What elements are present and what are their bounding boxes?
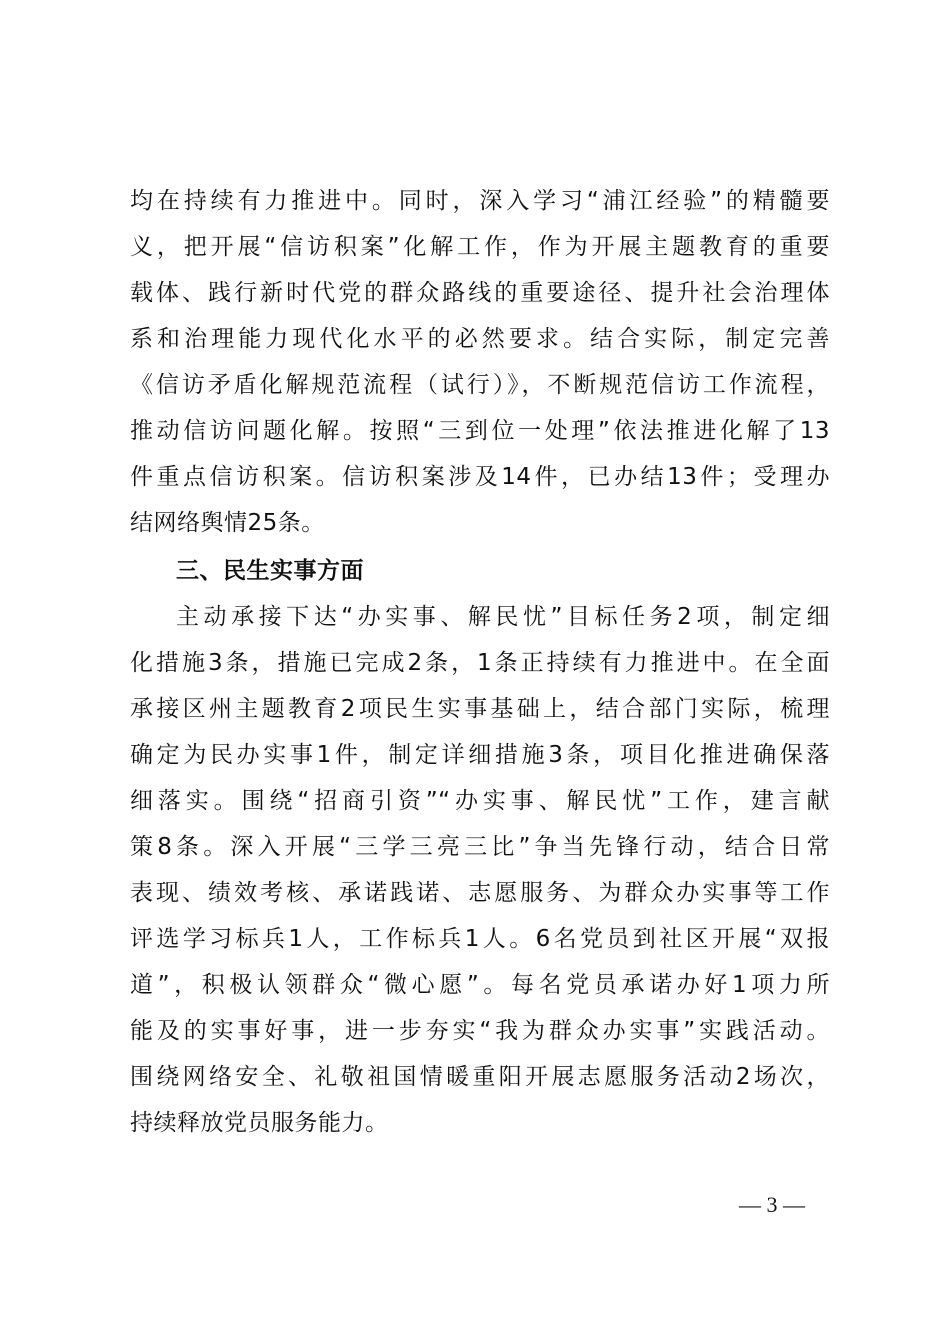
body-text-line: 均在持续有力推进中。同时，深入学习“浦江经验”的精髓要 xyxy=(130,188,830,214)
body-text-line: 承接区州主题教育2项民生实事基础上，结合部门实际，梳理 xyxy=(130,696,830,722)
body-text-line: 评选学习标兵1人，工作标兵1人。6名党员到社区开展“双报 xyxy=(130,926,830,952)
body-text-line: 载体、践行新时代党的群众路线的重要途径、提升社会治理体 xyxy=(130,280,830,306)
body-text-line: 件重点信访积案。信访积案涉及14件，已办结13件；受理办 xyxy=(130,464,830,490)
body-text-line: 确定为民办实事1件，制定详细措施3条，项目化推进确保落 xyxy=(130,742,830,768)
body-text-line: 围绕网络安全、礼敬祖国情暖重阳开展志愿服务活动2场次， xyxy=(130,1064,830,1090)
body-text-line: 化措施3条，措施已完成2条，1条正持续有力推进中。在全面 xyxy=(130,650,830,676)
body-text-line: 能及的实事好事，进一步夯实“我为群众办实事”实践活动。 xyxy=(130,1018,830,1044)
body-text-line: 道”，积极认领群众“微心愿”。每名党员承诺办好1项力所 xyxy=(130,972,830,998)
body-text-line: 表现、绩效考核、承诺践诺、志愿服务、为群众办实事等工作 xyxy=(130,880,830,906)
body-text-line: 策8条。深入开展“三学三亮三比”争当先锋行动，结合日常 xyxy=(130,834,830,860)
body-text-line: 细落实。围绕“招商引资”“办实事、解民忧”工作，建言献 xyxy=(130,788,830,814)
body-text-line: 义，把开展“信访积案”化解工作，作为开展主题教育的重要 xyxy=(130,234,830,260)
body-text-line: 持续释放党员服务能力。 xyxy=(130,1110,389,1136)
body-text-line: 主动承接下达“办实事、解民忧”目标任务2项，制定细 xyxy=(176,604,830,630)
page-number: — 3 — xyxy=(739,1192,805,1217)
body-text-line: 系和治理能力现代化水平的必然要求。结合实际，制定完善 xyxy=(130,326,830,352)
body-text-line: 结网络舆情25条。 xyxy=(130,510,325,536)
body-text-line: 《信访矛盾化解规范流程（试行）》，不断规范信访工作流程， xyxy=(130,372,830,398)
body-text-line: 推动信访问题化解。按照“三到位一处理”依法推进化解了13 xyxy=(130,418,830,444)
section-heading: 三、民生实事方面 xyxy=(176,558,364,584)
